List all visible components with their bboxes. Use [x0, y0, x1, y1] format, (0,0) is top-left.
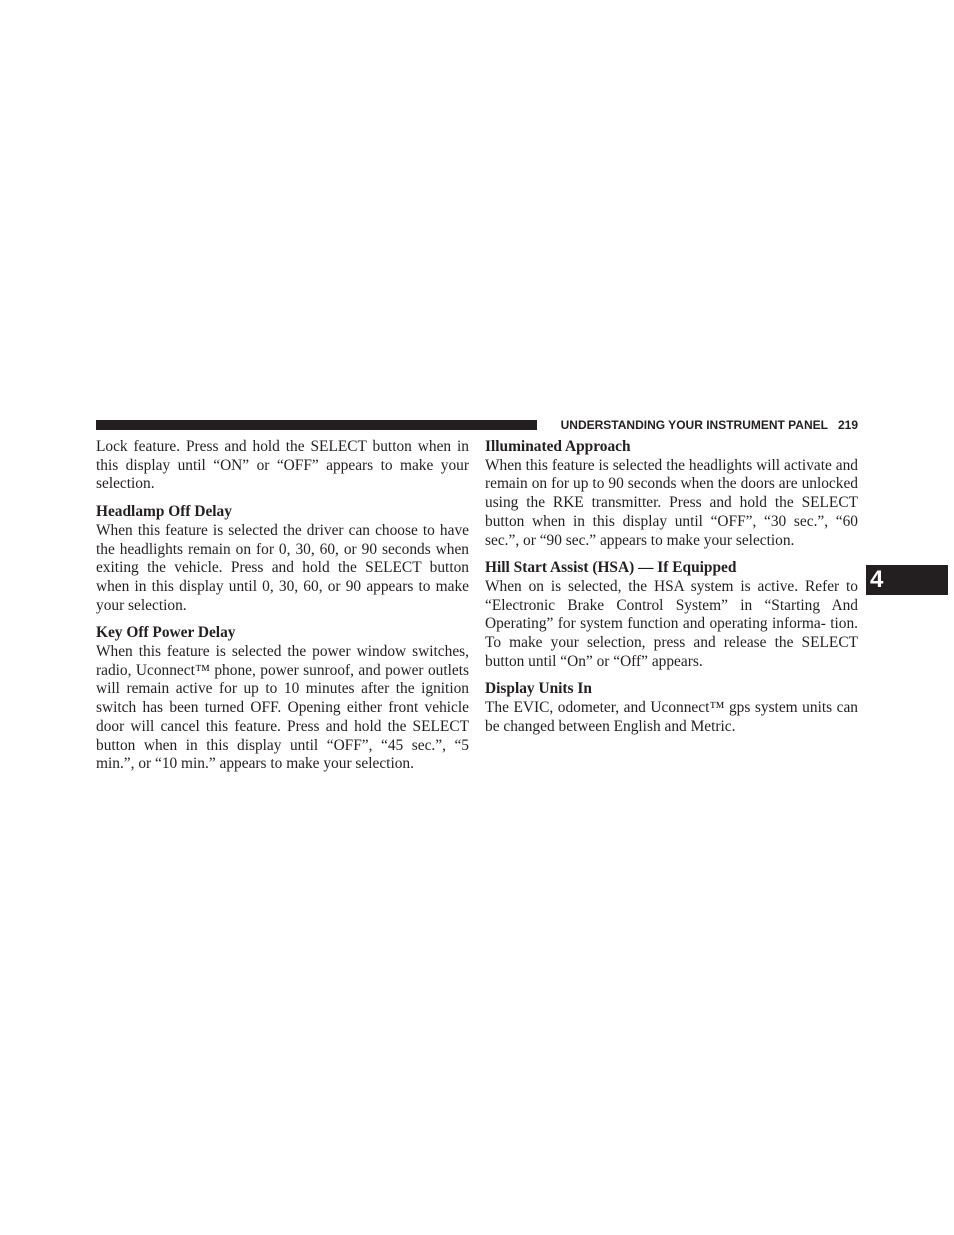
section-heading-illuminated-approach: Illuminated Approach [485, 438, 631, 455]
section-heading-display-units-in: Display Units In [485, 680, 592, 698]
section-body-hill-start-assist: When on is selected, the HSA system is active. Refer to “Electronic Brake Control System” in “Starting And Operating” for system function and operating informa- tion. To make your selection, press and release the SELECT button until “On” or “Off” appears. [485, 577, 858, 670]
section-body-headlamp-off-delay: When this feature is selected the driver can choose to have the headlights remain on for 0, 30, 60, or 90 seconds when exiting the vehicle. Press and hold the SELECT button when in this display until 0, 30, 60, or 90 appears to make your selection. [96, 521, 469, 614]
section-body-display-units-in: The EVIC, odometer, and Uconnect™ gps system units can be changed between English and Metric. [485, 699, 858, 735]
left-column [96, 438, 469, 774]
section-title: UNDERSTANDING YOUR INSTRUMENT PANEL [560, 418, 828, 432]
section-body-illuminated-approach: When this feature is selected the headlights will activate and remain on for up to 90 seconds when the doors are unlocked using the RKE transmitter. Press and hold the SELECT button when in this display until “OFF”, “30 sec.”, “60 sec.”, or “90 sec.” appears to make your selection. [485, 456, 858, 549]
section-heading-headlamp-off-delay: Headlamp Off Delay [96, 503, 232, 521]
section-heading-key-off-power-delay: Key Off Power Delay [96, 624, 236, 642]
header-rule [96, 420, 537, 430]
section-body-key-off-power-delay: When this feature is selected the power window switches, radio, Uconnect™ phone, power sunroof, and power outlets will remain active for up to 10 minutes after the ignition switch has been turned OFF. Opening either front vehicle door will cancel this feature. Press and hold the SELECT button when in this display until “OFF”, “45 sec.”, “5 min.”, or “10 min.” appears to make your selection. [96, 643, 469, 773]
section-heading-hill-start-assist: Hill Start Assist (HSA) — If Equipped [485, 559, 737, 577]
page-number: 219 [837, 418, 858, 432]
right-column [485, 438, 858, 737]
chapter-number: 4 [870, 566, 884, 593]
running-header [546, 417, 858, 433]
intro-paragraph: Lock feature. Press and hold the SELECT button when in this display until “ON” or “OFF” appears to make your selection. [96, 438, 469, 493]
chapter-tab [866, 565, 948, 595]
